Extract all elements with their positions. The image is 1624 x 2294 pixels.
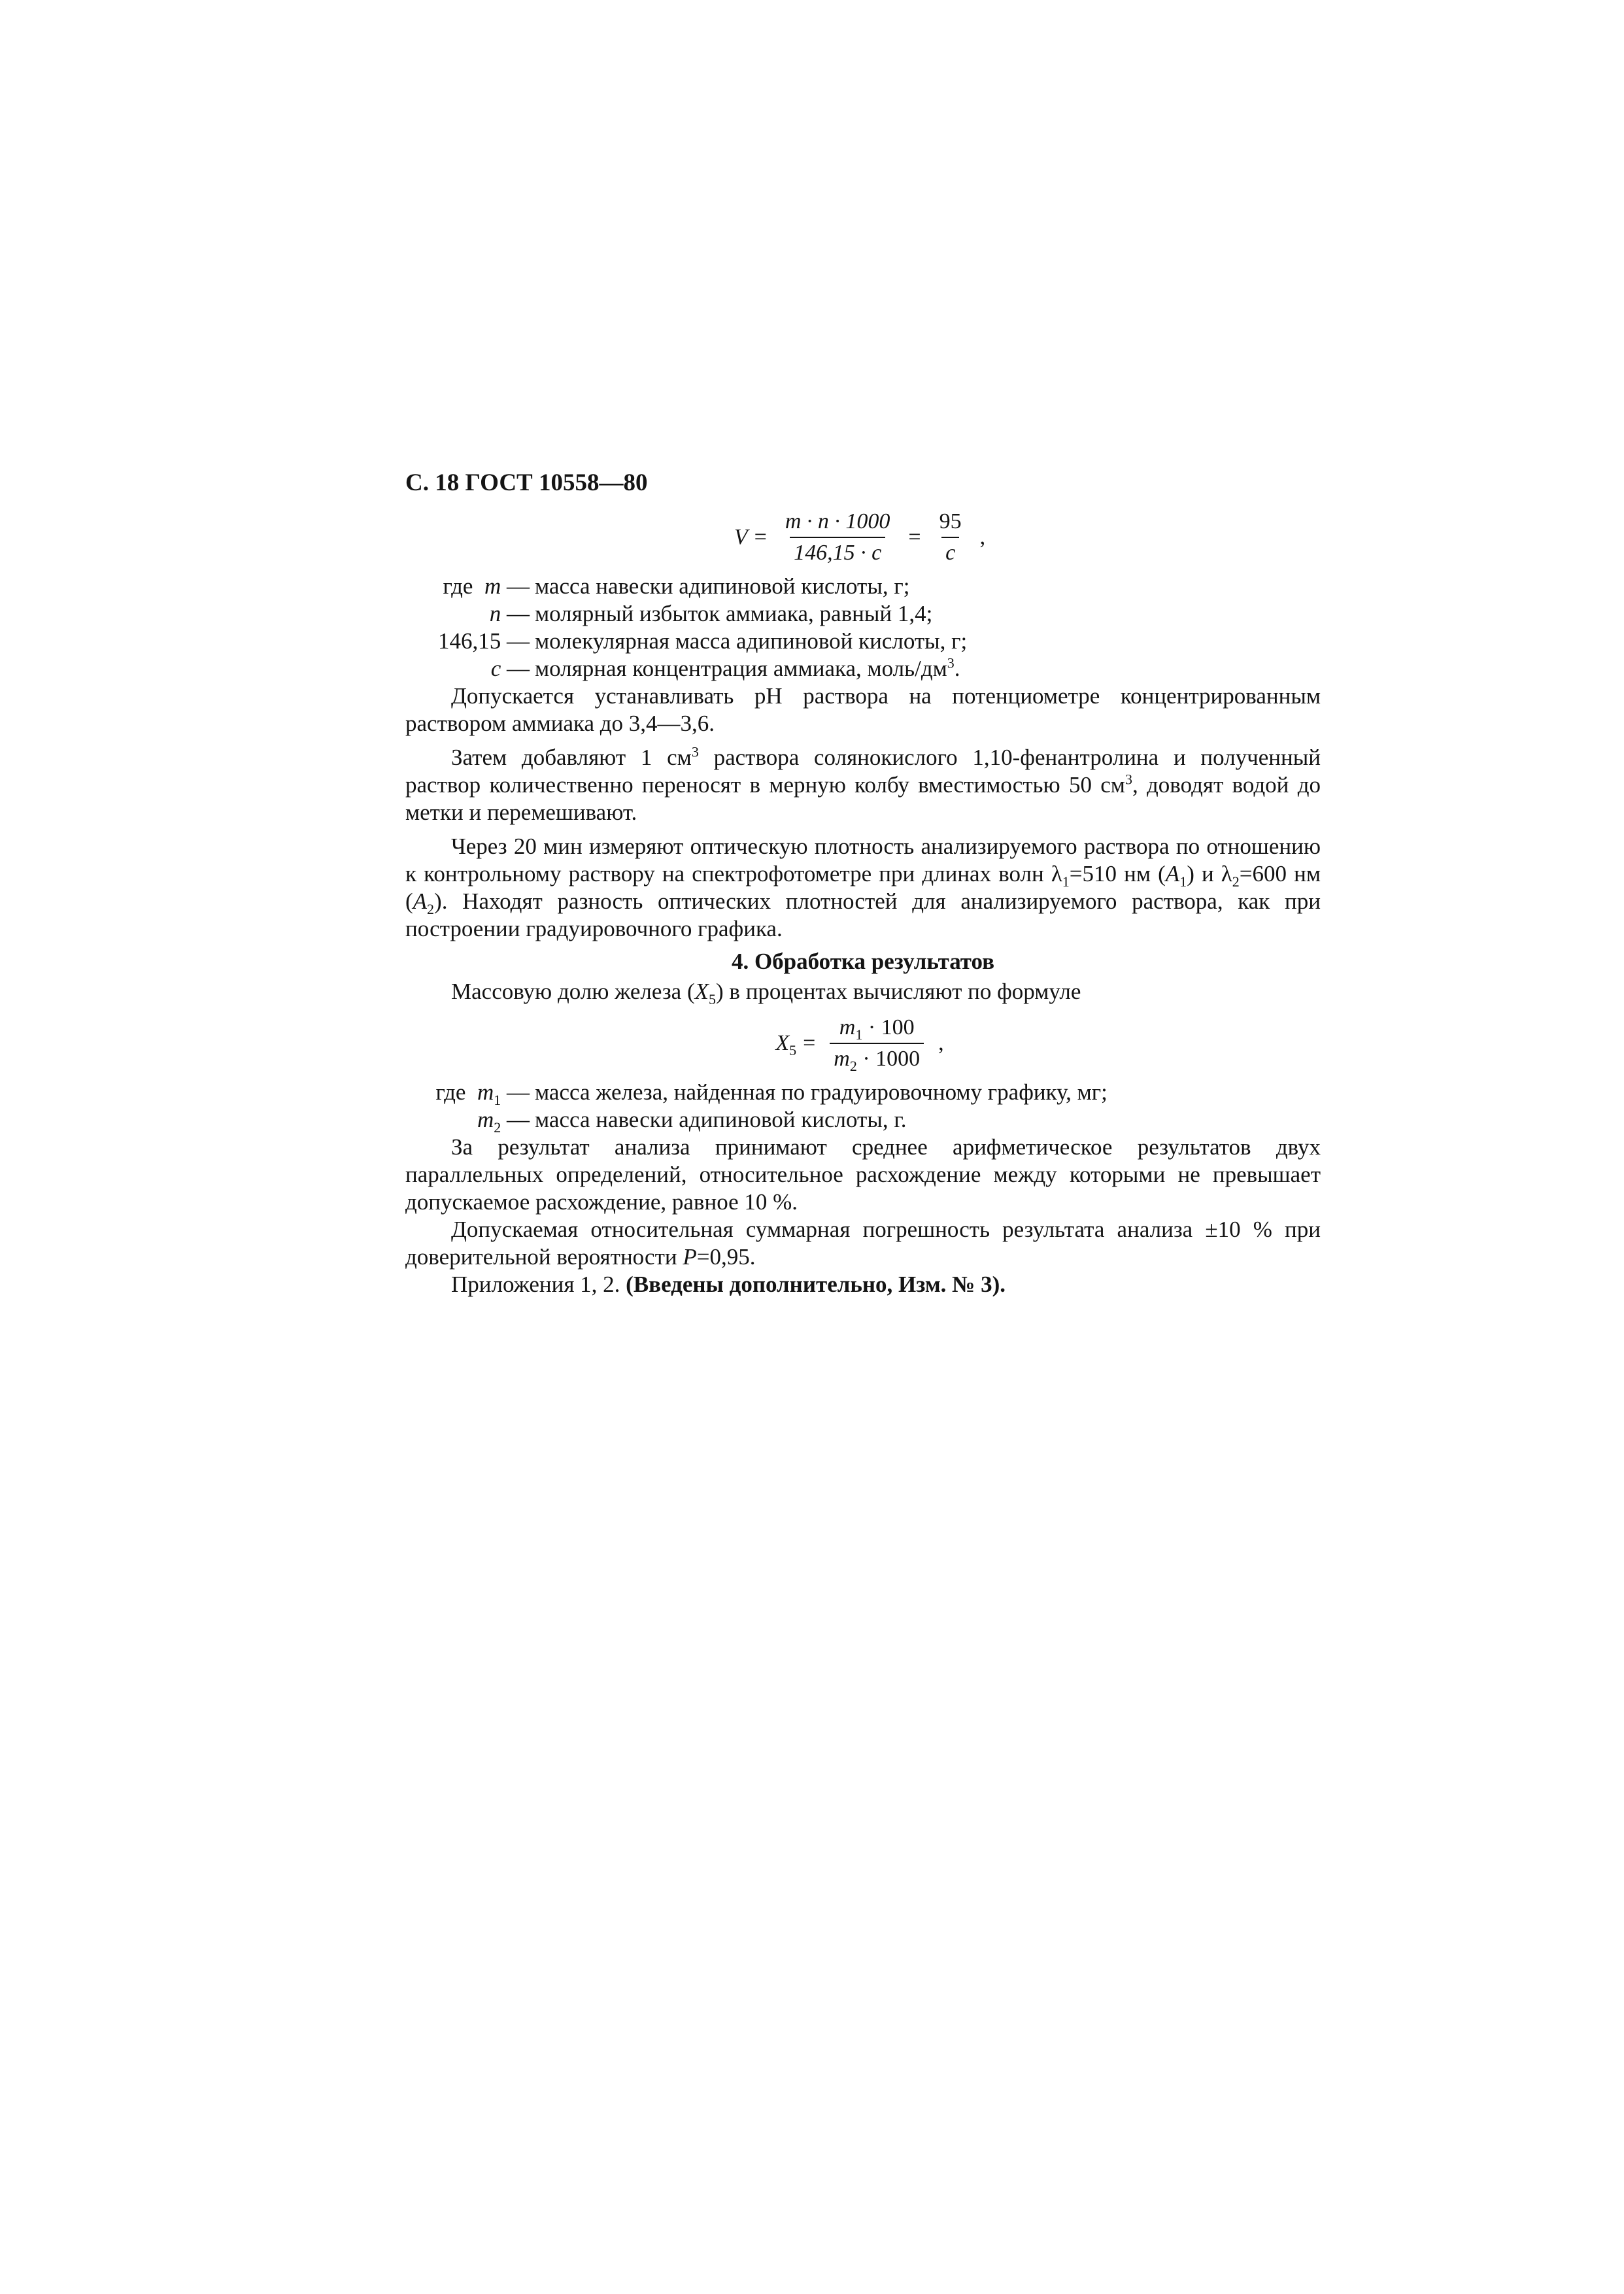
formula-v-eq2: = [908, 525, 921, 549]
formula-x-fraction [830, 1015, 924, 1072]
legend-term: $m_2$ — [477, 1107, 530, 1136]
legend-term: где $m_1$ — [435, 1079, 530, 1108]
formula-v-legend [405, 573, 1321, 683]
formula-v-den1: 146,15 · c [790, 537, 885, 566]
legend-text: масса навески адипиновой кислоты, г. [535, 1107, 907, 1132]
page-content [405, 469, 1321, 1298]
legend-text: масса железа, найденная по градуировочному графику, мг; [535, 1079, 1108, 1105]
formula-x-tail: , [938, 1031, 944, 1055]
page-header: С. 18 ГОСТ 10558—80 [405, 469, 648, 496]
formula-v-fraction-1 [781, 509, 894, 566]
legend-text: молекулярная масса адипиновой кислоты, г; [535, 628, 968, 654]
paragraph-measure: Через 20 мин измеряют оптическую плотность анализируемого раствора по отношению к контрольному раствору на спектрофотометре при длинах волн $\lambda_1=510$ нм $(A_1)$ и $\lambda_2=600$ нм $(A_2)$. Находят разность оптических плотностей для анализируемого раствора, как при построении градуировочного графика. [405, 834, 1321, 941]
paragraph-result: За результат анализа принимают среднее арифметическое результатов двух параллельных определений, относительное расхождение между которыми не превышает допускаемое расхождение, равное 10 %. [405, 1134, 1321, 1215]
paragraph-appendix: Приложения 1, 2. (Введены дополнительно, Изм. № 3). [451, 1272, 1006, 1297]
legend-text: молярный избыток аммиака, равный 1,4; [535, 601, 933, 626]
formula-v-eq: = [754, 525, 767, 549]
formula-x-lhs: $X_5$ [775, 1031, 797, 1058]
formula-v-den2: c [941, 537, 959, 566]
legend-term: 146,15 — [438, 628, 530, 654]
formula-x [405, 1015, 1321, 1072]
legend-term: c — [490, 656, 530, 681]
section-title: 4. Обработка результатов [731, 949, 995, 974]
paragraph-error: Допускаемая относительная суммарная погрешность результата анализа ±10 % при доверительной вероятности P=0,95. [405, 1217, 1321, 1270]
formula-x-legend [405, 1079, 1321, 1134]
paragraph-add-reagent: Затем добавляют 1 $см^3$ раствора солянокислого 1,10-фенантролина и полученный раствор количественно переносят в мерную колбу вместимостью 50 $см^3$, доводят водой до метки и перемешивают. [405, 743, 1321, 825]
formula-x-eq: = [803, 1031, 816, 1055]
formula-v-tail: , [979, 525, 986, 549]
formula-v-lhs: V [734, 525, 748, 549]
formula-v-fraction-2 [936, 509, 966, 566]
legend-term: n — [489, 601, 530, 626]
paragraph-ph: Допускается устанавливать pH раствора на потенциометре концентрированным раствором аммиака до 3,4—3,6. [405, 683, 1321, 736]
formula-x-num: $m_1 \cdot 100$ [839, 1015, 915, 1043]
formula-v-num2: 95 [939, 509, 962, 533]
formula-v [405, 509, 1321, 566]
formula-v-num1: m · n · 1000 [785, 509, 890, 533]
legend-term: где m — [443, 573, 530, 599]
paragraph-mass-fraction: Массовую долю железа $(X_5)$ в процентах вычисляют по формуле [451, 979, 1081, 1007]
legend-text: масса навески адипиновой кислоты, г; [535, 573, 910, 599]
legend-text: молярная концентрация аммиака, моль/$дм^3$. [535, 654, 960, 681]
formula-x-den: $m_2 \cdot 1000$ [830, 1043, 924, 1072]
